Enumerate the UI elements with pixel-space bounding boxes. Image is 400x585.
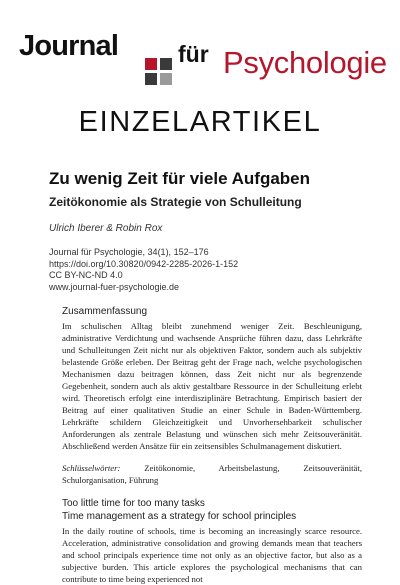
english-subtitle: Time management as a strategy for school principles bbox=[62, 511, 297, 522]
article-title: Zu wenig Zeit für viele Aufgaben bbox=[49, 169, 311, 188]
logo-square-4 bbox=[160, 73, 172, 85]
logo-word-fuer: für bbox=[178, 41, 209, 67]
article-meta bbox=[49, 247, 238, 294]
logo-word-psychologie: Psychologie bbox=[223, 45, 387, 80]
logo-square-3 bbox=[145, 73, 157, 85]
journal-logo bbox=[19, 24, 389, 84]
page-header: EINZELARTIKEL bbox=[78, 106, 322, 138]
abstract-english bbox=[62, 497, 362, 585]
abstract-german bbox=[62, 305, 362, 486]
keywords-list: Zeitökonomie, Arbeitsbelastung, Zeitsouveränität, Schulorganisation, Führung bbox=[62, 463, 362, 485]
logo-square-1 bbox=[145, 58, 157, 70]
meta-doi: https://doi.org/10.30820/0942-2285-2026-1-152 bbox=[49, 258, 239, 269]
abstract-text: Im schulischen Alltag bleibt zunehmend weniger Zeit. Beschleunigung, administrative Verdichtung und wachsende Ansprüche führen dazu, dass Lehrkräfte und Schulleitungen Zeit nicht nur als objektiven Faktor, sondern auch als subjektiv belastende Größe erleben. Der Beitrag geht der Frage nach, welche psychologischen Mechanismen dazu beitragen können, dass Zeit nicht nur als begrenzende Gegebenheit, sondern auch als aktiv gestaltbare Ressource in der Schulleitung erlebt wird. Theoretisch erfolgt eine interdisziplinäre Betrachtung. Empirisch basiert der Beitrag auf einer qualitativen Studie an einer Schule in Baden-Württemberg. Lehrkräfte schildern Gleichzeitigkeit und Unvorhersehbarkeit schulischer Anforderungen als zentrale Belastung und wünschen sich mehr Zeitsouveränität. Abschließend werden Ansätze für ein zeitsensibles Schulmanagement diskutiert. bbox=[62, 321, 362, 451]
keywords bbox=[62, 462, 362, 486]
article-subtitle: Zeitökonomie als Strategie von Schulleitung bbox=[49, 195, 302, 209]
logo-squares-icon bbox=[145, 58, 174, 87]
logo-square-2 bbox=[160, 58, 172, 70]
english-title: Too little time for too many tasks bbox=[62, 498, 205, 509]
keywords-label: Schlüsselwörter: bbox=[62, 463, 121, 473]
abstract-heading: Zusammenfassung bbox=[62, 306, 148, 317]
english-abstract-text: In the daily routine of schools, time is becoming an increasingly scarce resource. Acceleration, administrative consolidation and growing demands mean that teachers and school principals experience time not only as an objective factor, but also as a subjective burden. This article explores the psychological mechanisms that can contribute to time being experienced not bbox=[62, 526, 362, 584]
logo-word-journal: Journal bbox=[19, 30, 119, 62]
meta-license: CC BY-NC-ND 4.0 bbox=[49, 270, 123, 281]
meta-website: www.journal-fuer-psychologie.de bbox=[49, 282, 180, 293]
article-authors: Ulrich Iberer & Robin Rox bbox=[49, 223, 163, 234]
meta-citation: Journal für Psychologie, 34(1), 152–176 bbox=[49, 247, 209, 257]
